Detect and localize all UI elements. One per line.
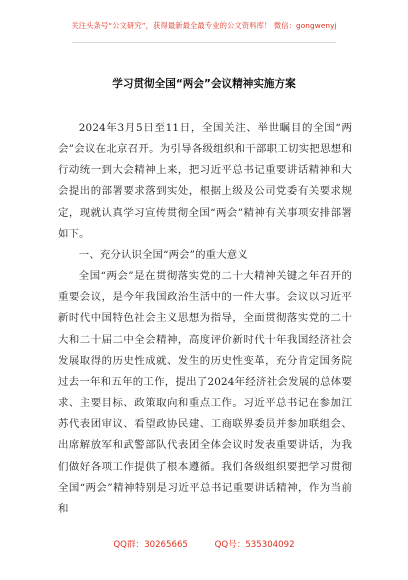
footer-qq-group: QQ群：30265665 — [113, 540, 188, 550]
document-title: 学习贯彻全国“两会”会议精神实施方案 — [112, 78, 296, 90]
section-heading: 一、充分认识全国“两会”的重大意义 — [78, 248, 248, 261]
header-divider — [72, 42, 336, 43]
section-paragraph: 全国“两会”是在贯彻落实党的二十大精神关键之年召开的重要会议，是今年我国政治生活中的一件大事。会议以习近平新时代中国特色社会主义思想为指导，全面贯彻落实党的二十大和二十届二中全会精神，高度评价新时代十年我国经济社会发展取得的历史性成就、发生的历史性变革，充分肯定国务院过去一年和五年的工作，提出了2024年经济社会发展的总体要求、主要目标、政策取向和重点工作。习近平总书记在参加江苏代表团审议、看望政协民建、工商联界委员并参加联组会、出席解放军和武警部队代表团全体会议时发表重要讲话，为我们做好各项工作提供了根本遵循。我们各级组织要把学习贯彻全国“两会”精神特别是习近平总书记重要讲话精神，作为当前和 — [58, 270, 352, 515]
footer-contact — [0, 538, 408, 550]
footer-qq-number: QQ号：535304092 — [214, 540, 295, 550]
document-body — [58, 118, 352, 520]
header-banner: 关注头条号“公文研究”，获得最新最全最专业的公文资料库！ 微信：gongwenyj — [71, 21, 337, 30]
intro-paragraph: 2024年3月5日至11日，全国关注、举世瞩目的全国“两会”会议在北京召开。为引导各级组织和干部职工切实把思想和行动统一到大会精神上来，把习近平总书记重要讲话精神和大会提出的部署要求落到实处，根据上级及公司党委有关要求规定，现就认真学习宣传贯彻全国“两会”精神有关事项安排部署如下。 — [58, 122, 352, 240]
